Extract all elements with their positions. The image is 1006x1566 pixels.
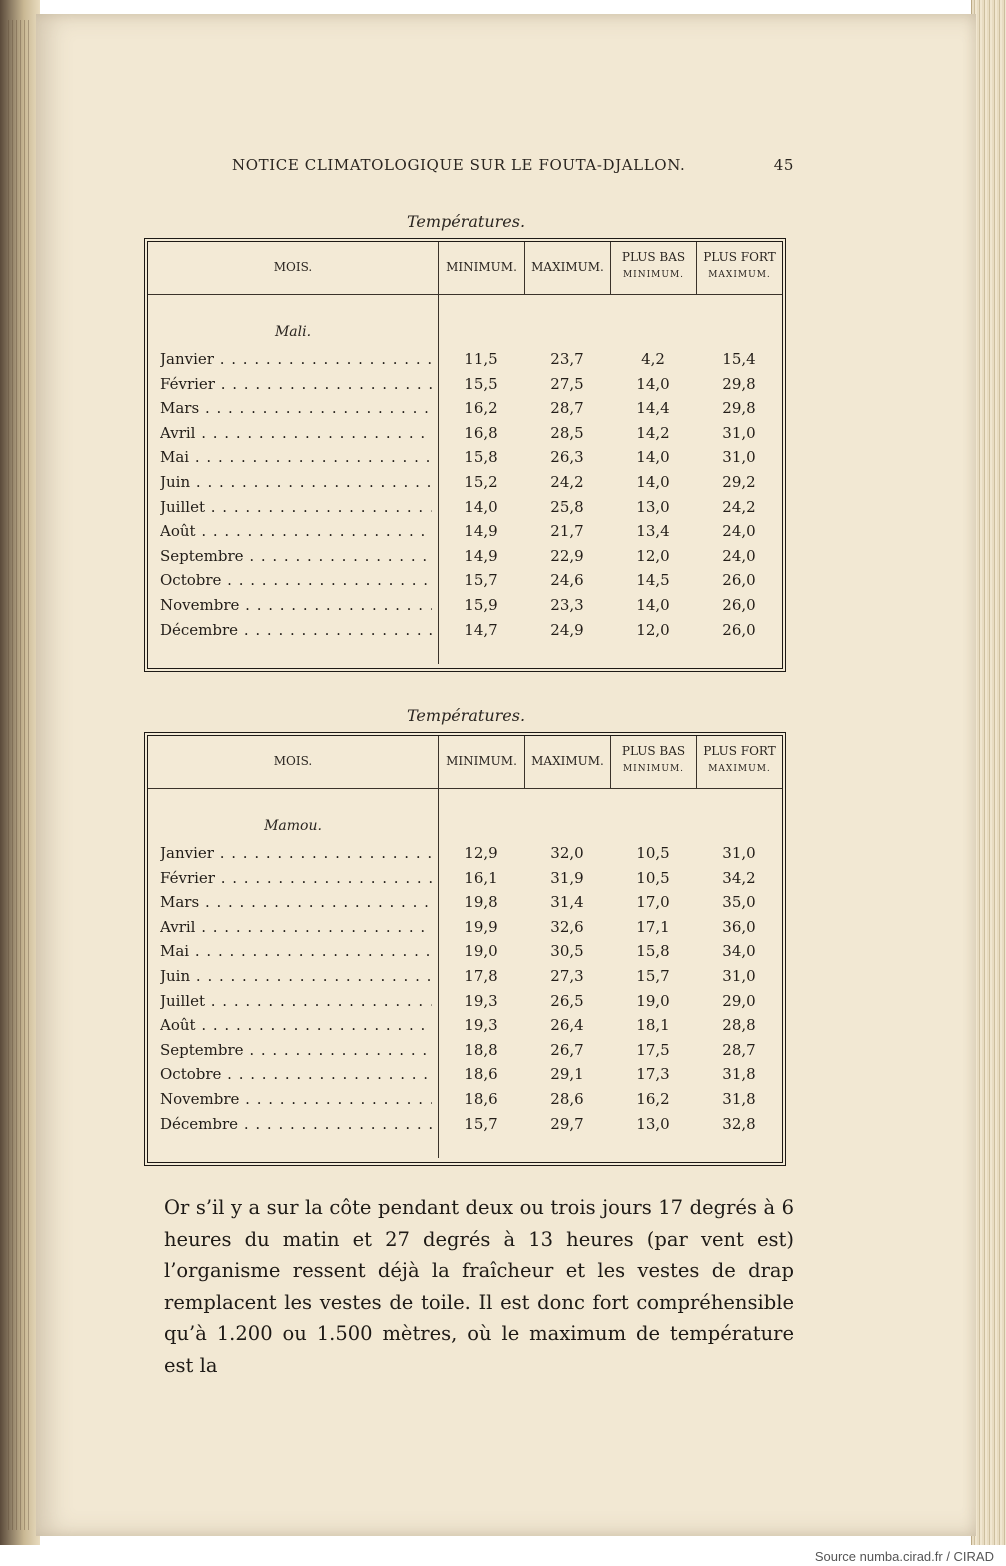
table-row [148,967,782,992]
month-cell: Janvier . . . [160,844,432,862]
plus-bas-label: PLUS BAS [621,744,686,758]
month-cell: Novembre . . . [160,1090,432,1108]
table-row [148,399,782,424]
table-row [148,992,782,1017]
plus-fort-cell: 31,8 [722,1090,756,1108]
header-rule [148,294,782,295]
minimum-cell: 16,2 [464,399,498,418]
maximum-cell: 24,9 [550,620,584,639]
plus-fort-cell: 24,2 [722,497,756,516]
paragraph-text: Or s’il y a sur la côte pendant deux ou trois jours 17 degrés à 6 heures du matin et 27 degrés à 13 heures (par vent est) l’organisme ressent déjà la fraîcheur et les vestes de drap remplacent les vestes de toile. Il est donc fort compréhensible qu’à 1.200 ou 1.500 mètres, où le maximum de température est la [164,1196,794,1377]
minimum-cell: 18,6 [464,1065,498,1084]
running-head [232,156,794,180]
maximum-cell: 27,3 [550,967,584,985]
minimum-cell: 15,2 [464,473,498,491]
plus-bas-sublabel: MINIMUM. [622,764,685,774]
plus-fort-cell: 15,4 [722,350,756,368]
table-row [148,547,782,572]
table-row [148,869,782,894]
page-number: 45 [773,156,794,174]
maximum-cell: 26,4 [550,1016,584,1035]
maximum-cell: 26,7 [550,1040,584,1059]
plus-fort-cell: 29,8 [722,399,756,418]
table-row [148,522,782,547]
month-cell: Décembre . . . [160,1115,432,1133]
maximum-cell: 28,5 [550,423,584,442]
plus-fort-cell: 26,0 [722,596,756,614]
maximum-cell: 32,0 [550,844,584,862]
running-head-title: NOTICE CLIMATOLOGIQUE SUR LE FOUTA-DJALLON. [232,156,686,174]
plus-bas-cell: 19,0 [636,991,670,1010]
table-row [148,596,782,621]
column-header-minimum: MINIMUM. [438,736,524,788]
table-row [148,448,782,473]
table-row [148,424,782,449]
plus-fort-cell: 34,2 [722,868,756,887]
maximum-cell: 21,7 [550,522,584,541]
column-header-plus-fort [696,242,782,294]
plus-bas-cell: 17,5 [636,1040,670,1059]
column-header-plus-bas [610,242,696,294]
table-row [148,893,782,918]
plus-fort-cell: 29,2 [722,473,756,491]
column-header-mois: MOIS. [273,260,313,274]
maximum-cell: 24,6 [550,571,584,590]
plus-bas-cell: 4,2 [641,350,665,368]
month-cell: Mai . . . [160,942,432,960]
page-stack-edge [971,0,1006,1545]
month-cell: Octobre . . . [160,1065,432,1083]
plus-fort-cell: 29,0 [722,991,756,1010]
table-row [148,1016,782,1041]
plus-fort-cell: 26,0 [722,571,756,590]
column-header-minimum: MINIMUM. [438,242,524,294]
plus-fort-label: PLUS FORT [703,744,776,758]
minimum-cell: 19,3 [464,1016,498,1035]
month-cell: Février . . . [160,375,432,393]
table-row [148,1115,782,1140]
plus-bas-cell: 13,4 [636,522,670,541]
table-row [148,1090,782,1115]
minimum-cell: 14,9 [464,546,498,565]
plus-fort-cell: 34,0 [722,942,756,961]
plus-bas-cell: 14,0 [636,374,670,393]
plus-fort-cell: 31,0 [722,423,756,442]
table-row [148,1041,782,1066]
month-cell: Mars . . . [160,893,432,911]
column-header-plus-fort [696,736,782,788]
table-row [148,350,782,375]
plus-fort-cell: 32,8 [722,1114,756,1133]
minimum-cell: 14,9 [464,522,498,541]
plus-bas-cell: 12,0 [636,620,670,639]
plus-fort-cell: 28,7 [722,1040,756,1059]
plus-bas-cell: 14,2 [636,423,670,442]
minimum-cell: 19,0 [464,942,498,961]
maximum-cell: 26,5 [550,991,584,1010]
maximum-cell: 31,9 [550,868,584,887]
plus-fort-cell: 24,0 [722,546,756,565]
plus-bas-cell: 12,0 [636,546,670,565]
month-cell: Avril . . . [160,424,432,442]
table-row [148,375,782,400]
maximum-cell: 23,7 [550,350,584,368]
month-cell: Août . . . [160,1016,432,1034]
plus-fort-label: PLUS FORT [703,250,776,264]
month-cell: Mai . . . [160,448,432,466]
maximum-cell: 26,3 [550,448,584,467]
plus-bas-cell: 15,7 [636,967,670,985]
plus-fort-cell: 29,8 [722,374,756,393]
month-cell: Novembre . . . [160,596,432,614]
minimum-cell: 11,5 [464,350,498,368]
plus-fort-cell: 31,0 [722,967,756,985]
plus-fort-sublabel: MAXIMUM. [708,270,771,280]
plus-bas-cell: 14,0 [636,473,670,491]
maximum-cell: 23,3 [550,596,584,614]
minimum-cell: 15,9 [464,596,498,614]
table-row [148,498,782,523]
minimum-cell: 14,7 [464,620,498,639]
minimum-cell: 18,8 [464,1040,498,1059]
column-header-plus-bas [610,736,696,788]
maximum-cell: 25,8 [550,497,584,516]
plus-fort-cell: 31,0 [722,448,756,467]
plus-fort-cell: 31,8 [722,1065,756,1084]
plus-fort-cell: 24,0 [722,522,756,541]
minimum-cell: 12,9 [464,844,498,862]
table-row [148,473,782,498]
plus-bas-cell: 17,0 [636,893,670,912]
plus-bas-label: PLUS BAS [621,250,686,264]
minimum-cell: 17,8 [464,967,498,985]
plus-bas-cell: 15,8 [636,942,670,961]
month-cell: Septembre . . . [160,547,432,565]
table-row [148,844,782,869]
plus-bas-cell: 16,2 [636,1090,670,1108]
month-cell: Juillet . . . [160,498,432,516]
plus-bas-cell: 14,4 [636,399,670,418]
minimum-cell: 15,5 [464,374,498,393]
table-row [148,942,782,967]
minimum-cell: 19,3 [464,991,498,1010]
month-cell: Septembre . . . [160,1041,432,1059]
temperature-table-mamou [144,732,786,1166]
plus-bas-cell: 14,0 [636,448,670,467]
month-cell: Octobre . . . [160,571,432,589]
table-row [148,1065,782,1090]
month-cell: Janvier . . . [160,350,432,368]
column-header-maximum: MAXIMUM. [524,242,610,294]
minimum-cell: 15,8 [464,448,498,467]
month-cell: Mars . . . [160,399,432,417]
month-cell: Avril . . . [160,918,432,936]
table-row [148,918,782,943]
month-cell: Juin . . . [160,473,432,491]
minimum-cell: 16,8 [464,423,498,442]
station-label-mamou: Mamou. [264,818,322,834]
column-header-maximum: MAXIMUM. [524,736,610,788]
maximum-cell: 28,6 [550,1090,584,1108]
temperature-table-mali [144,238,786,672]
maximum-cell: 32,6 [550,917,584,936]
minimum-cell: 14,0 [464,497,498,516]
plus-bas-cell: 17,3 [636,1065,670,1084]
month-cell: Décembre . . . [160,621,432,639]
minimum-cell: 18,6 [464,1090,498,1108]
plus-fort-sublabel: MAXIMUM. [708,764,771,774]
maximum-cell: 29,7 [550,1114,584,1133]
minimum-cell: 16,1 [464,868,498,887]
maximum-cell: 24,2 [550,473,584,491]
maximum-cell: 30,5 [550,942,584,961]
month-cell: Février . . . [160,869,432,887]
month-cell: Juillet . . . [160,992,432,1010]
plus-bas-cell: 14,0 [636,596,670,614]
plus-bas-cell: 10,5 [636,844,670,862]
table-caption-mali: Températures. [406,212,526,231]
plus-fort-cell: 26,0 [722,620,756,639]
body-paragraph [164,1192,794,1381]
table-caption-mamou: Températures. [406,706,526,725]
maximum-cell: 27,5 [550,374,584,393]
minimum-cell: 19,9 [464,917,498,936]
plus-fort-cell: 28,8 [722,1016,756,1035]
minimum-cell: 15,7 [464,1114,498,1133]
maximum-cell: 29,1 [550,1065,584,1084]
source-credit: Source numba.cirad.fr / CIRAD [814,1549,994,1564]
plus-fort-cell: 36,0 [722,917,756,936]
plus-fort-cell: 35,0 [722,893,756,912]
plus-bas-cell: 13,0 [636,1114,670,1133]
book-binding-edge [0,0,40,1545]
header-rule [148,788,782,789]
minimum-cell: 15,7 [464,571,498,590]
month-cell: Juin . . . [160,967,432,985]
plus-bas-cell: 17,1 [636,917,670,936]
plus-bas-sublabel: MINIMUM. [622,270,685,280]
maximum-cell: 31,4 [550,893,584,912]
plus-bas-cell: 10,5 [636,868,670,887]
station-label-mali: Mali. [274,324,312,340]
plus-bas-cell: 14,5 [636,571,670,590]
plus-bas-cell: 13,0 [636,497,670,516]
minimum-cell: 19,8 [464,893,498,912]
maximum-cell: 22,9 [550,546,584,565]
table-row [148,571,782,596]
plus-fort-cell: 31,0 [722,844,756,862]
column-header-mois: MOIS. [273,754,313,768]
maximum-cell: 28,7 [550,399,584,418]
month-cell: Août . . . [160,522,432,540]
table-row [148,621,782,646]
plus-bas-cell: 18,1 [636,1016,670,1035]
